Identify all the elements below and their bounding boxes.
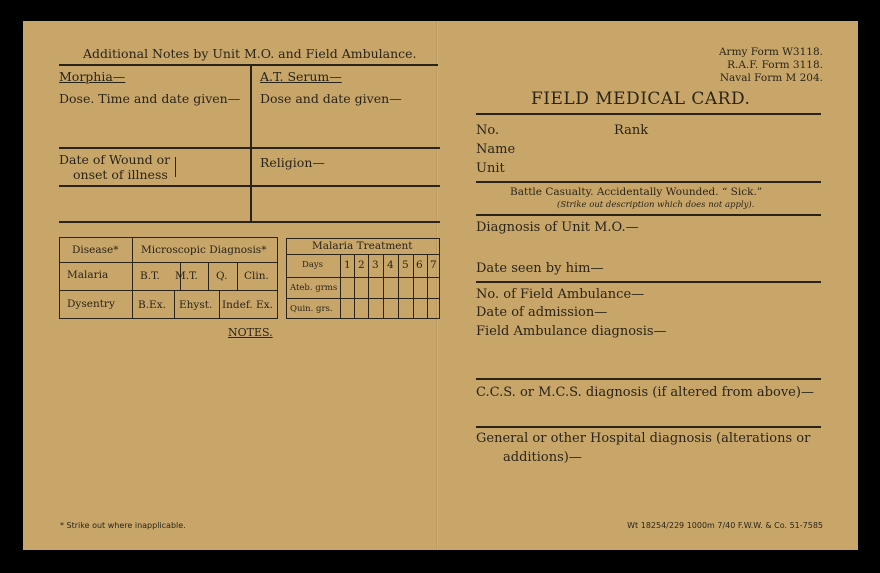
disease-header: Disease* [72,244,119,256]
dysentry-bex: B.Ex. [138,299,166,311]
field-ambulance-diagnosis-label: Field Ambulance diagnosis— [476,324,667,339]
strike-out-note: (Strike out description which does not apply). [557,200,755,210]
dysentry-indef: Indef. Ex. [222,299,273,311]
divider [476,378,821,380]
no-label: No. [476,123,500,138]
date-admission-label: Date of admission— [476,305,608,320]
divider [59,185,440,187]
at-serum-dose-label: Dose and date given— [260,91,402,106]
card-title: FIELD MEDICAL CARD. [531,89,751,109]
rank-label: Rank [614,123,649,138]
dysentry-label: Dysentry [67,298,115,310]
days-label: Days [302,260,324,270]
illness-onset-label: onset of illness [73,167,168,182]
diagnosis-unit-mo-label: Diagnosis of Unit M.O.— [476,220,639,235]
quin-label: Quin. grs. [290,304,333,314]
print-code: Wt 18254/229 1000m 7/40 F.W.W. & Co. 51-7585 [627,521,823,530]
day-4: 4 [387,259,394,271]
name-label: Name [476,142,516,157]
day-6: 6 [416,259,423,271]
divider [59,64,438,66]
naval-form: Naval Form M 204. [719,72,823,84]
morphia-label: Morphia— [59,69,126,84]
malaria-q: Q. [216,270,228,282]
day-1: 1 [344,259,351,271]
malaria-label: Malaria [67,269,109,281]
field-ambulance-no-label: No. of Field Ambulance— [476,287,645,302]
divider [59,147,440,149]
malaria-mt: M.T. [175,270,198,282]
wound-date-label: Date of Wound or [59,152,171,167]
divider [59,221,440,223]
ateb-label: Ateb. grms [290,283,338,293]
divider-vertical [250,65,252,222]
divider [476,426,821,428]
morphia-dose-label: Dose. Time and date given— [59,91,241,106]
footnote: * Strike out where inapplicable. [60,521,186,530]
additional-notes-header: Additional Notes by Unit M.O. and Field Ambulance. [83,46,417,61]
general-hospital-diagnosis-label: General or other Hospital diagnosis (alterations or [476,431,811,446]
malaria-bt: B.T. [140,270,160,282]
microscopic-diagnosis-header: Microscopic Diagnosis* [141,244,267,256]
date-seen-label: Date seen by him— [476,261,604,276]
divider [476,181,821,183]
disease-table [59,237,278,319]
day-3: 3 [372,259,379,271]
dysentry-ehyst: Ehyst. [179,299,213,311]
divider [476,281,821,283]
malaria-treatment-title: Malaria Treatment [312,240,413,252]
divider [476,214,821,216]
malaria-clin: Clin. [244,270,269,282]
notes-heading: NOTES. [228,326,273,339]
army-form: Army Form W3118. [718,46,823,58]
malaria-treatment-table [286,238,440,319]
at-serum-label: A.T. Serum— [260,69,342,84]
day-7: 7 [430,259,437,271]
casualty-types: Battle Casualty. Accidentally Wounded. “ Sick.” [510,186,763,198]
field-medical-card [23,21,858,550]
ccs-mcs-diagnosis-label: C.C.S. or M.C.S. diagnosis (if altered from above)— [476,385,814,400]
unit-label: Unit [476,161,505,176]
tick-mark [175,157,176,177]
religion-label: Religion— [260,155,325,170]
divider [476,113,821,115]
additions-label: additions)— [503,450,582,465]
day-5: 5 [402,259,409,271]
day-2: 2 [358,259,365,271]
raf-form: R.A.F. Form 3118. [727,59,823,71]
